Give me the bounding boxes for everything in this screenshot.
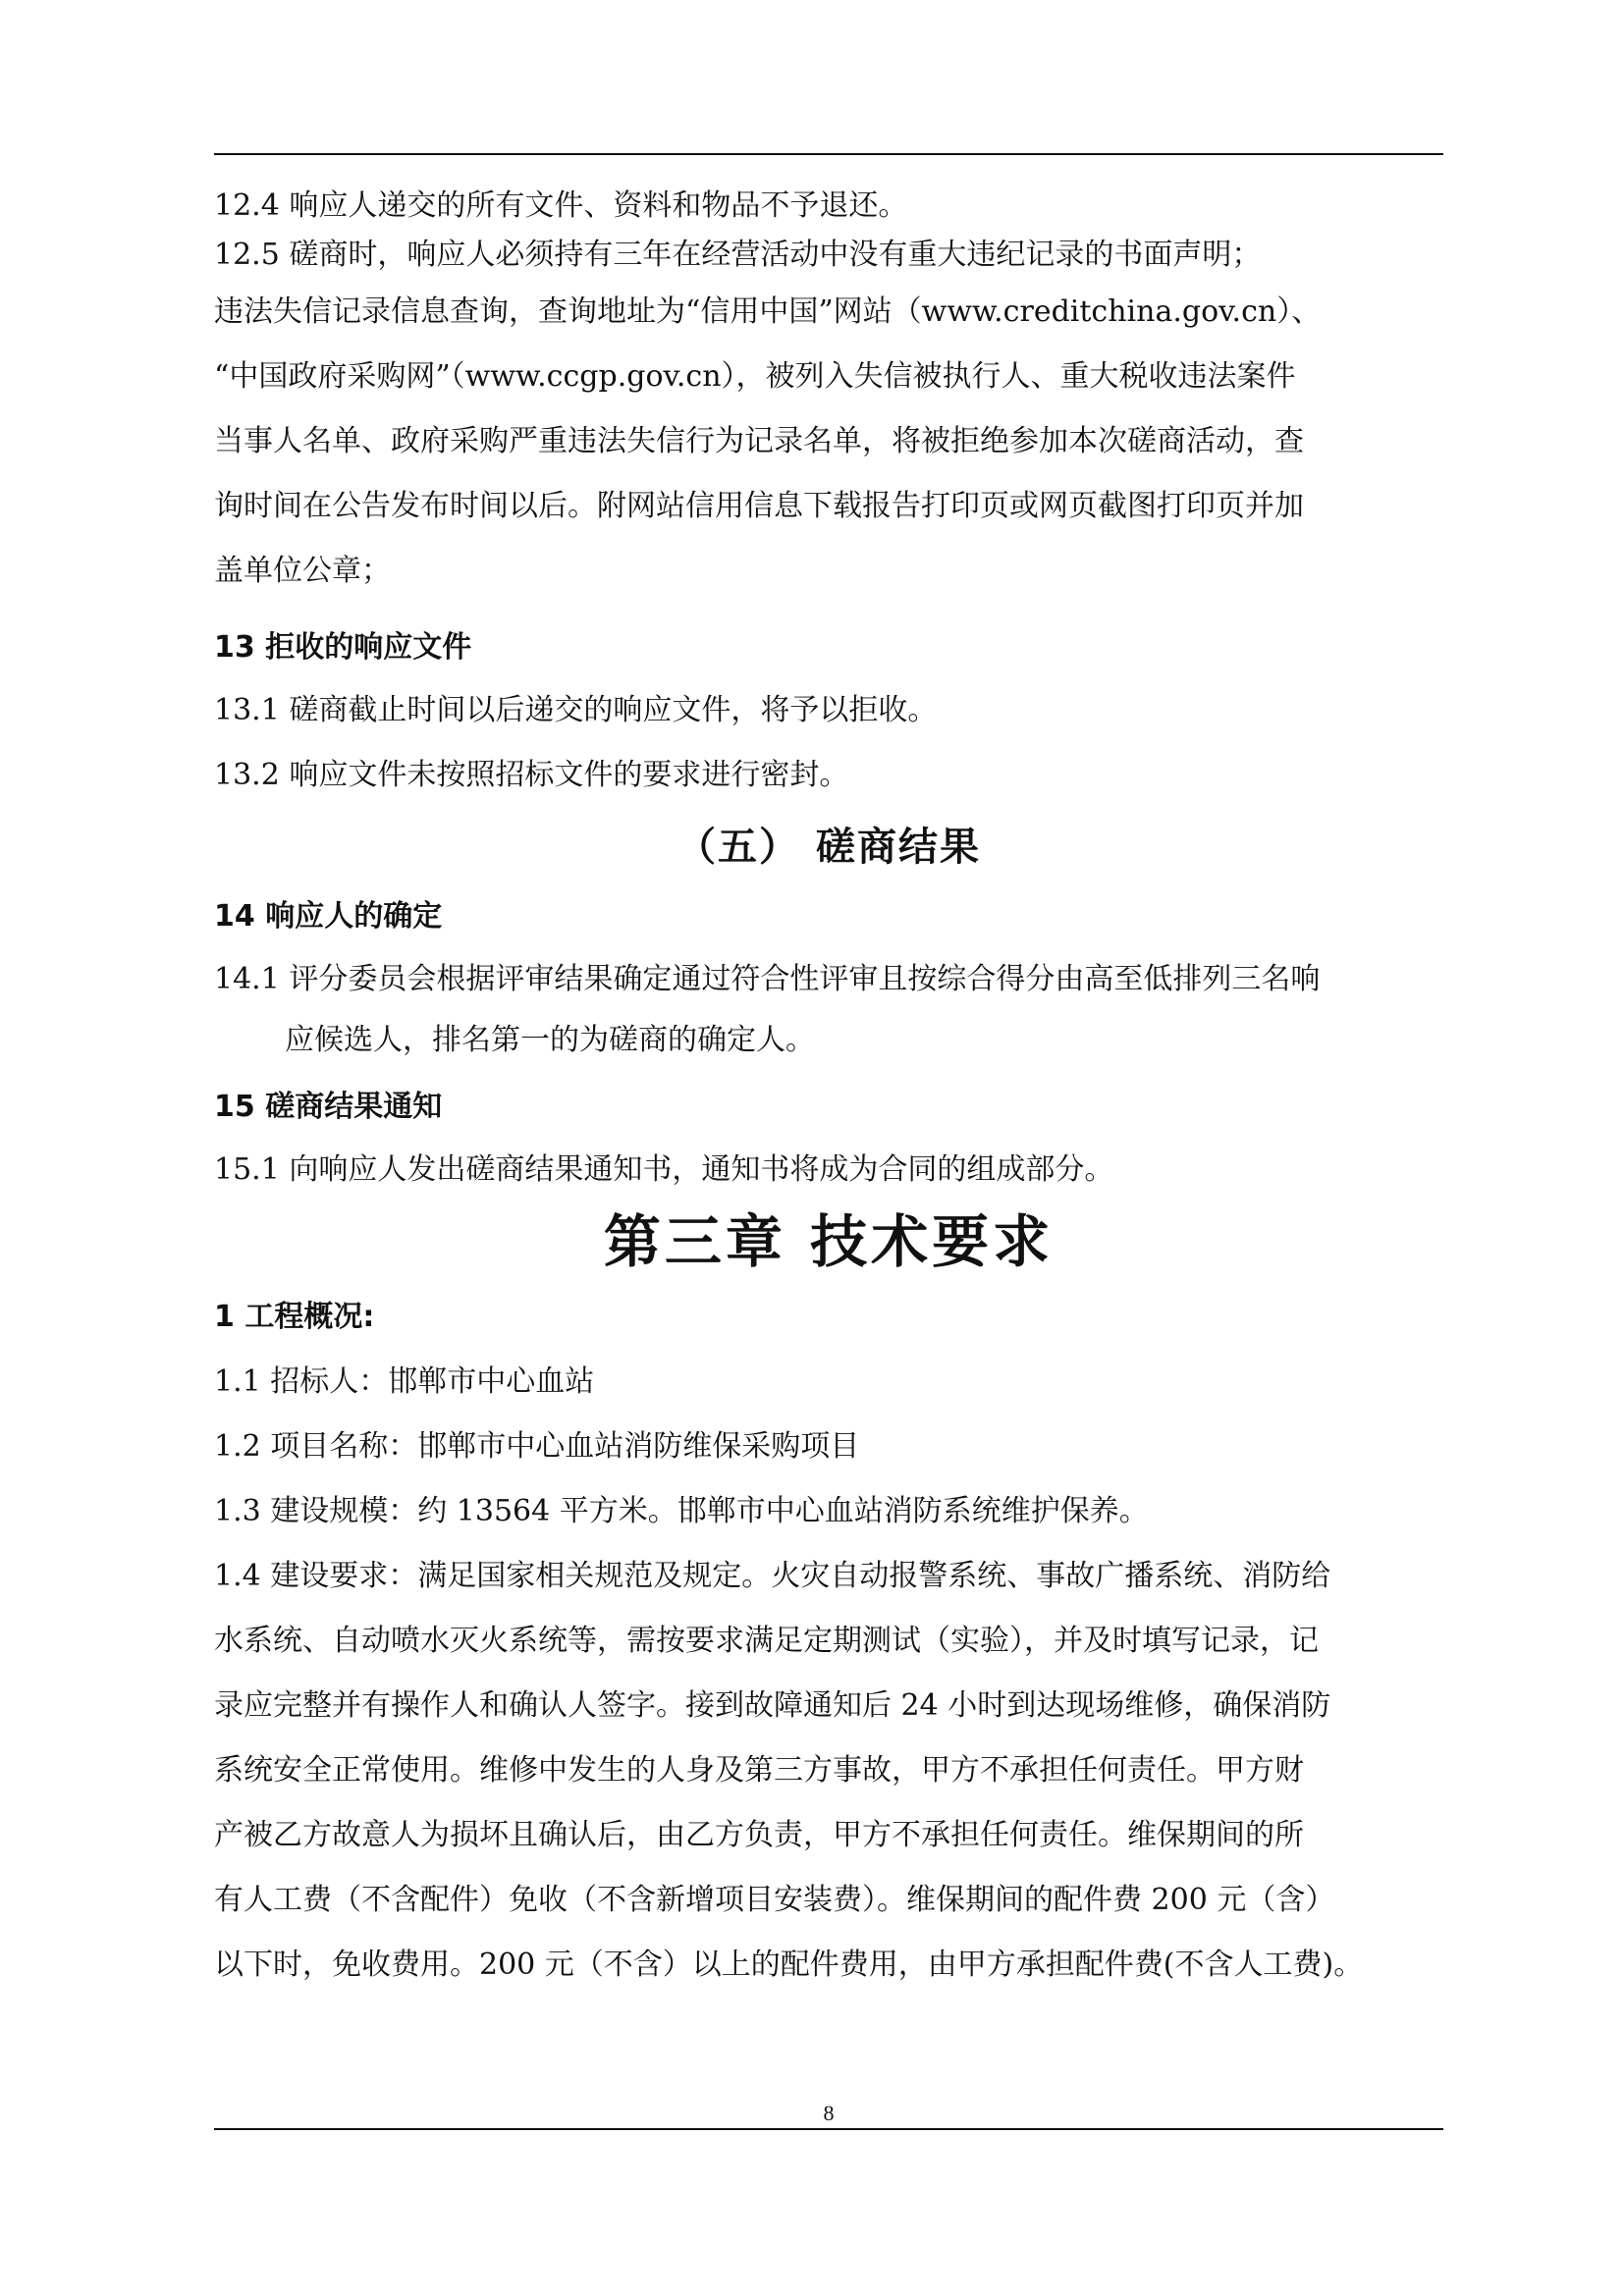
paragraph-line: 系统安全正常使用。维修中发生的人身及第三方事故，甲方不承担任何责任。甲方财 [214, 1753, 1304, 1788]
paragraph-line: 有人工费（不含配件）免收（不含新增项目安装费）。维保期间的配件费 200 元（含） [214, 1883, 1335, 1917]
paragraph-line: 盖单位公章； [214, 554, 391, 588]
header-rule [214, 153, 1443, 155]
clause-1-2: 1.2 项目名称：邯郸市中心血站消防维保采购项目 [214, 1429, 860, 1464]
paragraph-line: “中国政府采购网”（www.ccgp.gov.cn），被列入失信被执行人、重大税收违法案件 [214, 359, 1296, 394]
subsection-heading: （五） 磋商结果 [677, 825, 981, 870]
section-1-heading: 1 工程概况: [214, 1300, 375, 1334]
clause-13-1: 13.1 磋商截止时间以后递交的响应文件，将予以拒收。 [214, 693, 938, 727]
clause-12-4: 12.4 响应人递交的所有文件、资料和物品不予退还。 [214, 188, 908, 223]
paragraph-line: 应候选人，排名第一的为磋商的确定人。 [285, 1023, 815, 1057]
section-15-heading: 15 磋商结果通知 [214, 1090, 443, 1124]
paragraph-line: 以下时，免收费用。200 元（不含）以上的配件费用，由甲方承担配件费(不含人工费)。 [214, 1948, 1364, 1982]
clause-14-1: 14.1 评分委员会根据评审结果确定通过符合性评审且按综合得分由高至低排列三名响 [214, 962, 1321, 996]
paragraph-line: 当事人名单、政府采购严重违法失信行为记录名单，将被拒绝参加本次磋商活动，查 [214, 424, 1304, 458]
clause-15-1: 15.1 向响应人发出磋商结果通知书，通知书将成为合同的组成部分。 [214, 1152, 1114, 1187]
paragraph-line: 违法失信记录信息查询，查询地址为“信用中国”网站（www.creditchina.gov.cn）、 [214, 294, 1322, 329]
clause-1-3: 1.3 建设规模：约 13564 平方米。邯郸市中心血站消防系统维护保养。 [214, 1494, 1149, 1528]
section-13-heading: 13 拒收的响应文件 [214, 630, 472, 665]
paragraph-line: 产被乙方故意人为损坏且确认后，由乙方负责，甲方不承担任何责任。维保期间的所 [214, 1818, 1304, 1852]
clause-12-5: 12.5 磋商时，响应人必须持有三年在经营活动中没有重大违纪记录的书面声明； [214, 238, 1262, 272]
clause-13-2: 13.2 响应文件未按照招标文件的要求进行密封。 [214, 758, 849, 792]
paragraph-line: 水系统、自动喷水灭火系统等，需按要求满足定期测试（实验），并及时填写记录，记 [214, 1624, 1319, 1658]
footer-rule [214, 2128, 1443, 2130]
page-number: 8 [823, 2101, 835, 2125]
clause-1-4: 1.4 建设要求：满足国家相关规范及规定。火灾自动报警系统、事故广播系统、消防给 [214, 1559, 1331, 1593]
clause-1-1: 1.1 招标人：邯郸市中心血站 [214, 1364, 595, 1399]
page-footer [214, 2101, 1443, 2136]
section-14-heading: 14 响应人的确定 [214, 899, 443, 934]
paragraph-line: 询时间在公告发布时间以后。附网站信用信息下载报告打印页或网页截图打印页并加 [214, 489, 1304, 523]
chapter-heading: 第三章 技术要求 [603, 1208, 1055, 1275]
paragraph-line: 录应完整并有操作人和确认人签字。接到故障通知后 24 小时到达现场维修，确保消防 [214, 1688, 1331, 1723]
